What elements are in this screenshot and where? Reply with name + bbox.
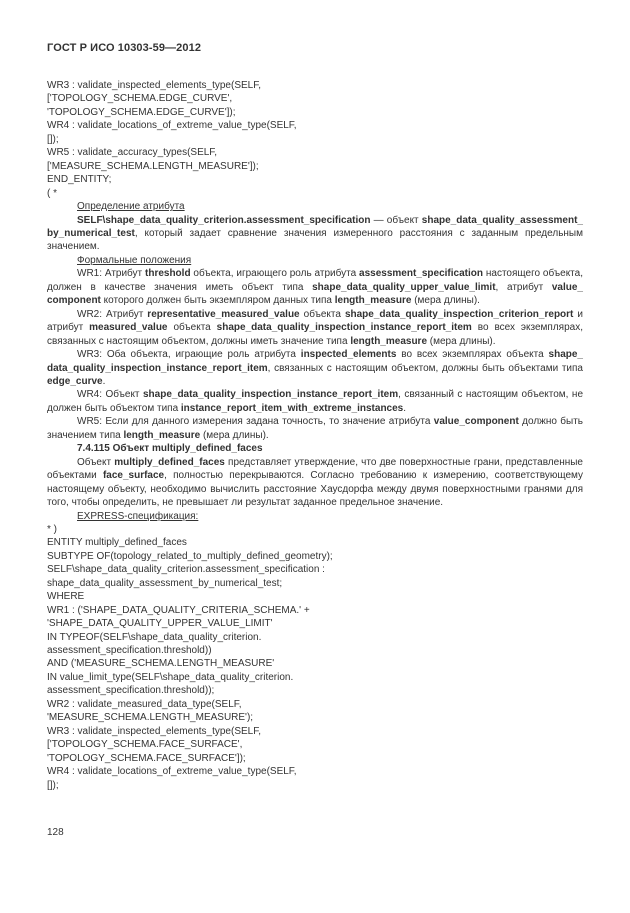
- heading-text: 7.4.115 Объект multiply_defined_faces: [77, 443, 263, 455]
- text-run: WR1: Атрибут: [77, 268, 145, 280]
- entity-name: value_component: [433, 416, 519, 428]
- section-heading: [47, 442, 583, 455]
- text-run: (мера длины).: [427, 335, 496, 347]
- text-run: должно быть значением типа: [47, 416, 584, 441]
- entity-name: representative_measured_value: [147, 308, 300, 320]
- page-number: 128: [47, 827, 64, 838]
- text-run: представляет утверждение, что две поверхностные грани, представленные объектами: [47, 456, 583, 482]
- text-run: WR4: Объект: [77, 389, 143, 401]
- text-run: , связанных с настоящим объектом, должны быть объектами типа: [267, 362, 583, 374]
- express-code-line: SELF\shape_data_quality_criterion.assessment_specification :: [47, 564, 325, 576]
- express-code-line: WR3 : validate_inspected_elements_type(SELF,: [47, 80, 262, 91]
- entity-name: measured_value: [89, 322, 168, 334]
- paragraph: [47, 214, 583, 254]
- entity-name: edge_curve: [47, 375, 103, 387]
- express-code-line: ( *: [47, 187, 57, 199]
- entity-name: value_component: [47, 281, 583, 307]
- express-code-line: SUBTYPE OF(topology_related_to_multiply_defined_geometry);: [47, 550, 333, 562]
- entity-name: length_measure: [350, 335, 428, 347]
- text-run: , полностью перекрываются. Согласно требованию к измерению, соответствующему настоящему объекту, необходимо вычислить расстояние Хаусдорфа между двумя поверхностными гранями для того, чтобы определить, не превышает ли результат заданное предельное значение.: [47, 470, 583, 509]
- express-code-line: []);: [47, 779, 59, 791]
- express-code-line: 'SHAPE_DATA_QUALITY_UPPER_VALUE_LIMIT': [47, 618, 273, 630]
- text-run: объекта: [299, 308, 345, 320]
- entity-name: shape_data_quality_inspection_criterion_report: [344, 308, 574, 320]
- text-run: WR3: Оба объекта, играющие роль атрибута: [77, 349, 301, 361]
- text-run: объекта: [167, 322, 217, 334]
- subsection-label: [47, 510, 583, 523]
- entity-name: shape_data_quality_upper_value_limit: [312, 281, 496, 293]
- express-code-line: assessment_specification.threshold));: [47, 685, 215, 697]
- text-run: (мера длины).: [411, 295, 480, 307]
- express-code-line: WR2 : validate_measured_data_type(SELF,: [47, 698, 242, 710]
- heading-text: Формальные положения: [77, 254, 192, 266]
- text-run: (мера длины).: [200, 429, 269, 441]
- entity-name: shape_data_quality_inspection_instance_report_item: [142, 389, 399, 401]
- entity-name: length_measure: [123, 429, 201, 441]
- entity-name: face_surface: [102, 470, 165, 482]
- content-blocks: [47, 79, 583, 792]
- text-run: настоящего объекта, должен в качестве значения иметь объект типа: [47, 268, 583, 293]
- heading-text: EXPRESS-спецификация:: [77, 510, 199, 522]
- express-code-line: WR3 : validate_inspected_elements_type(SELF,: [47, 725, 262, 737]
- entity-name: assessment_specification: [359, 268, 483, 280]
- express-code-line: END_ENTITY;: [47, 174, 112, 186]
- text-run: объекта, играющего роль атрибута: [190, 268, 360, 280]
- express-code-line: * ): [47, 523, 57, 535]
- text-run: — объект: [370, 214, 422, 226]
- text-run: , атрибут: [495, 281, 552, 293]
- text-run: WR2: Атрибут: [77, 308, 148, 320]
- express-code-line: ['TOPOLOGY_SCHEMA.FACE_SURFACE',: [47, 739, 243, 751]
- express-code-line: 'TOPOLOGY_SCHEMA.EDGE_CURVE']);: [47, 106, 236, 118]
- text-run: WR5: Если для данного измерения задана точность, то значение атрибута: [77, 416, 434, 428]
- express-code-line: ['MEASURE_SCHEMA.LENGTH_MEASURE']);: [47, 160, 259, 172]
- entity-name: multiply_defined_faces: [114, 456, 225, 468]
- express-code-line: 'TOPOLOGY_SCHEMA.FACE_SURFACE']);: [47, 752, 246, 764]
- express-code-line: IN value_limit_type(SELF\shape_data_quality_criterion.: [47, 671, 294, 683]
- text-run: .: [403, 402, 407, 414]
- express-code-line: shape_data_quality_assessment_by_numerical_test;: [47, 577, 283, 589]
- entity-name: SELF\shape_data_quality_criterion.assessment_specification: [77, 214, 371, 226]
- express-code-line: 'MEASURE_SCHEMA.LENGTH_MEASURE');: [47, 712, 254, 724]
- paragraph: [47, 308, 583, 348]
- text-run: , связанный с настоящим объектом, не должен быть объектом типа: [47, 389, 584, 414]
- express-code-line: IN TYPEOF(SELF\shape_data_quality_criterion.: [47, 631, 262, 643]
- text-run: , который задает сравнение значения измеренного расстояния с заданным предельным значением.: [47, 227, 583, 253]
- document-standard-header: ГОСТ Р ИСО 10303-59—2012: [47, 42, 202, 54]
- text-run: .: [102, 375, 106, 387]
- paragraph: [47, 415, 583, 442]
- express-code-line: AND ('MEASURE_SCHEMA.LENGTH_MEASURE': [47, 658, 275, 670]
- express-code-line: WHERE: [47, 591, 85, 603]
- text-run: во всех экземплярах, связанных с настоящим объектом, должны иметь значение типа: [47, 322, 583, 347]
- express-code-line: ['TOPOLOGY_SCHEMA.EDGE_CURVE',: [47, 93, 233, 105]
- text-run: которого должен быть экземпляром данных типа: [100, 295, 335, 307]
- express-code-line: WR1 : ('SHAPE_DATA_QUALITY_CRITERIA_SCHEMA.' +: [47, 604, 310, 616]
- express-code-line: WR5 : validate_accuracy_types(SELF,: [47, 147, 218, 159]
- paragraph: [47, 388, 583, 415]
- entity-name: instance_report_item_with_extreme_instances: [180, 402, 404, 414]
- subsection-label: [47, 254, 583, 267]
- text-run: и атрибут: [47, 308, 583, 334]
- subsection-label: [47, 200, 583, 213]
- express-code-line: []);: [47, 133, 59, 145]
- entity-name: shape_data_quality_inspection_instance_report_item: [216, 322, 472, 334]
- express-code-line: WR4 : validate_locations_of_extreme_value_type(SELF,: [47, 120, 297, 132]
- paragraph: [47, 348, 583, 388]
- entity-name: shape_data_quality_assessment_by_numerical_test: [47, 214, 583, 239]
- express-code-line: assessment_specification.threshold)): [47, 645, 212, 657]
- heading-text: Определение атрибута: [77, 201, 185, 213]
- text-run: Объект: [77, 456, 115, 468]
- text-run: во всех экземплярах объекта: [396, 349, 549, 361]
- entity-name: threshold: [145, 268, 191, 280]
- entity-name: shape_data_quality_inspection_instance_report_item: [47, 349, 583, 374]
- express-code-line: ENTITY multiply_defined_faces: [47, 537, 187, 549]
- express-code-line: WR4 : validate_locations_of_extreme_value_type(SELF,: [47, 766, 297, 778]
- paragraph: [47, 456, 583, 510]
- entity-name: inspected_elements: [300, 349, 397, 361]
- entity-name: length_measure: [334, 295, 412, 307]
- paragraph: [47, 267, 583, 307]
